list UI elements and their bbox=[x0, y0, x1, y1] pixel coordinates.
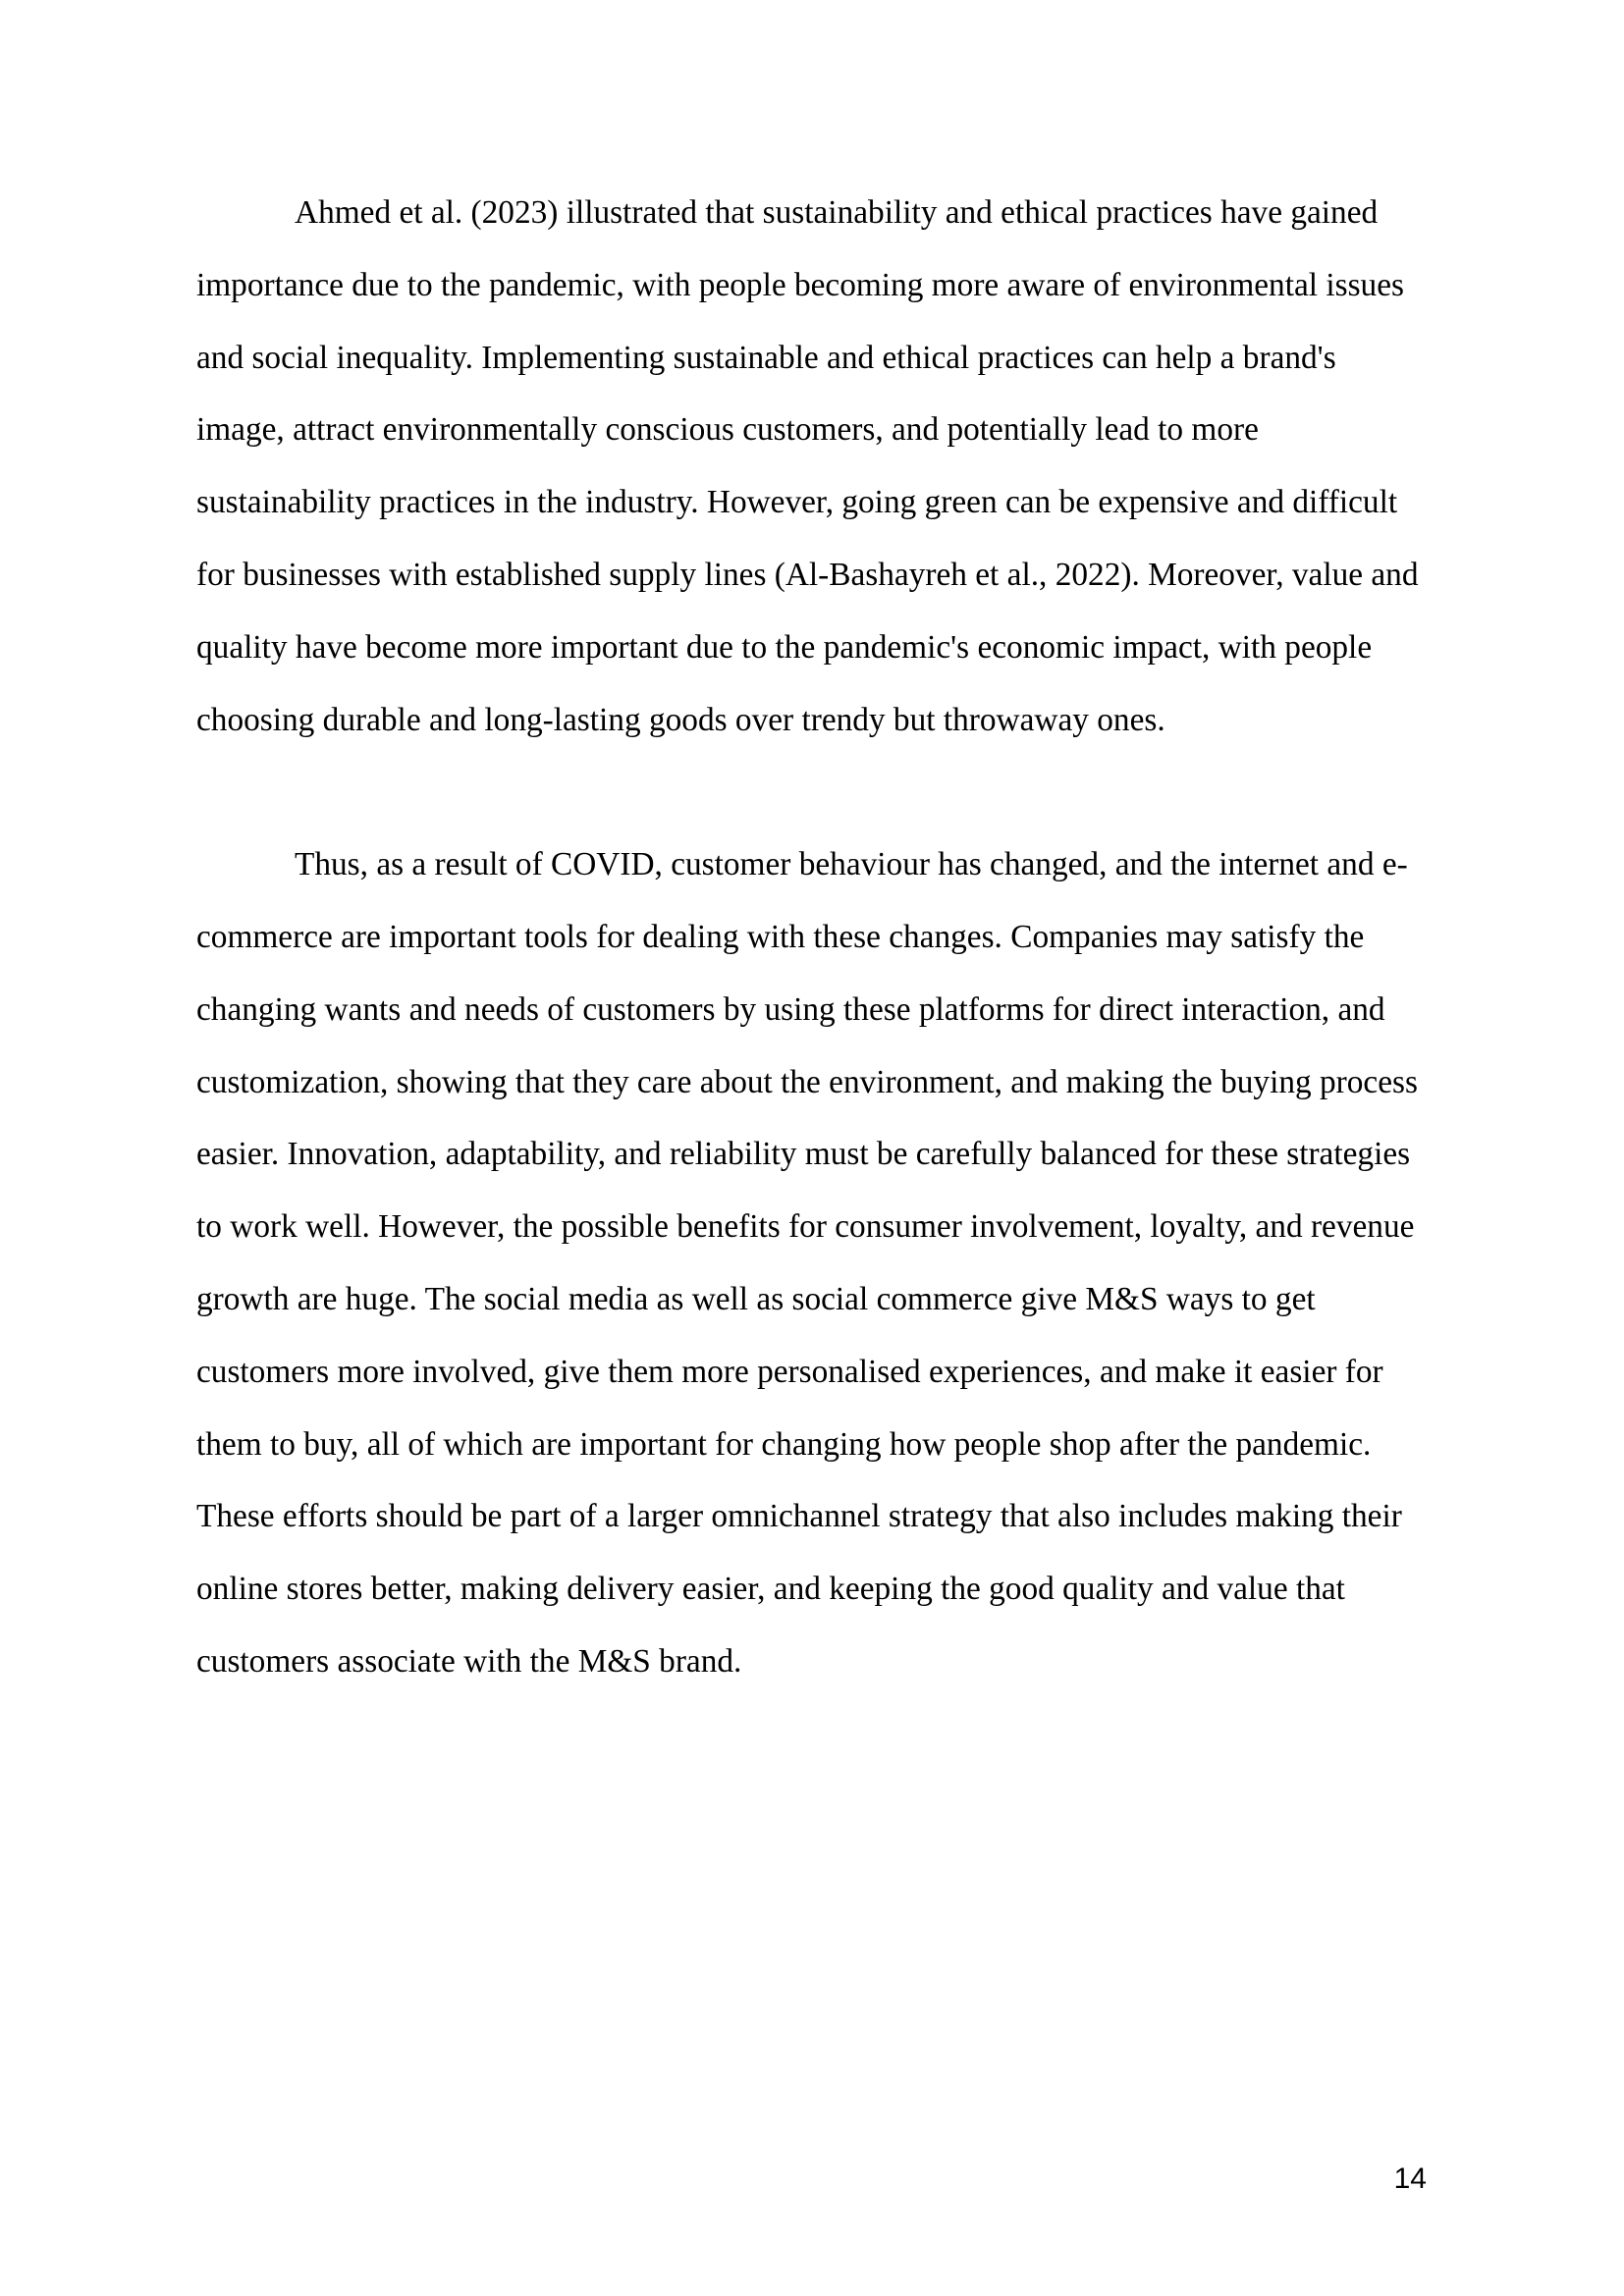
text-line: Ahmed et al. (2023) illustrated that sustainability and ethical practices have gained bbox=[295, 194, 1379, 231]
text-line: growth are huge. The social media as well as social commerce give M&S ways to get bbox=[196, 1280, 1316, 1317]
text-line: them to buy, all of which are important for changing how people shop after the pandemic. bbox=[196, 1425, 1372, 1463]
paragraph-2 bbox=[196, 828, 1428, 1698]
text-line: choosing durable and long-lasting goods over trendy but throwaway ones. bbox=[196, 701, 1165, 738]
paragraph-1 bbox=[196, 177, 1428, 756]
text-line: customization, showing that they care about the environment, and making the buying process bbox=[196, 1063, 1418, 1100]
text-line: and social inequality. Implementing sustainable and ethical practices can help a brand's bbox=[196, 339, 1336, 376]
text-line: for businesses with established supply lines (Al-Bashayreh et al., 2022). Moreover, value and bbox=[196, 556, 1419, 593]
text-line: importance due to the pandemic, with people becoming more aware of environmental issues bbox=[196, 266, 1404, 303]
text-line: easier. Innovation, adaptability, and reliability must be carefully balanced for these strategies bbox=[196, 1136, 1411, 1173]
text-line: image, attract environmentally conscious customers, and potentially lead to more bbox=[196, 411, 1259, 449]
text-line: changing wants and needs of customers by using these platforms for direct interaction, and bbox=[196, 990, 1385, 1028]
document-body bbox=[196, 177, 1428, 1698]
text-line: Thus, as a result of COVID, customer behaviour has changed, and the internet and e- bbox=[295, 846, 1408, 883]
page-number: 14 bbox=[1393, 2163, 1427, 2195]
text-line: quality have become more important due to the pandemic's economic impact, with people bbox=[196, 628, 1373, 666]
text-line: customers associate with the M&S brand. bbox=[196, 1642, 742, 1680]
text-line: sustainability practices in the industry. However, going green can be expensive and difficult bbox=[196, 484, 1398, 521]
text-line: commerce are important tools for dealing with these changes. Companies may satisfy the bbox=[196, 918, 1365, 955]
text-line: to work well. However, the possible benefits for consumer involvement, loyalty, and revenue bbox=[196, 1208, 1415, 1246]
text-line: These efforts should be part of a larger omnichannel strategy that also includes making their bbox=[196, 1498, 1402, 1535]
text-line: customers more involved, give them more personalised experiences, and make it easier for bbox=[196, 1353, 1383, 1390]
text-line: online stores better, making delivery easier, and keeping the good quality and value that bbox=[196, 1571, 1345, 1608]
